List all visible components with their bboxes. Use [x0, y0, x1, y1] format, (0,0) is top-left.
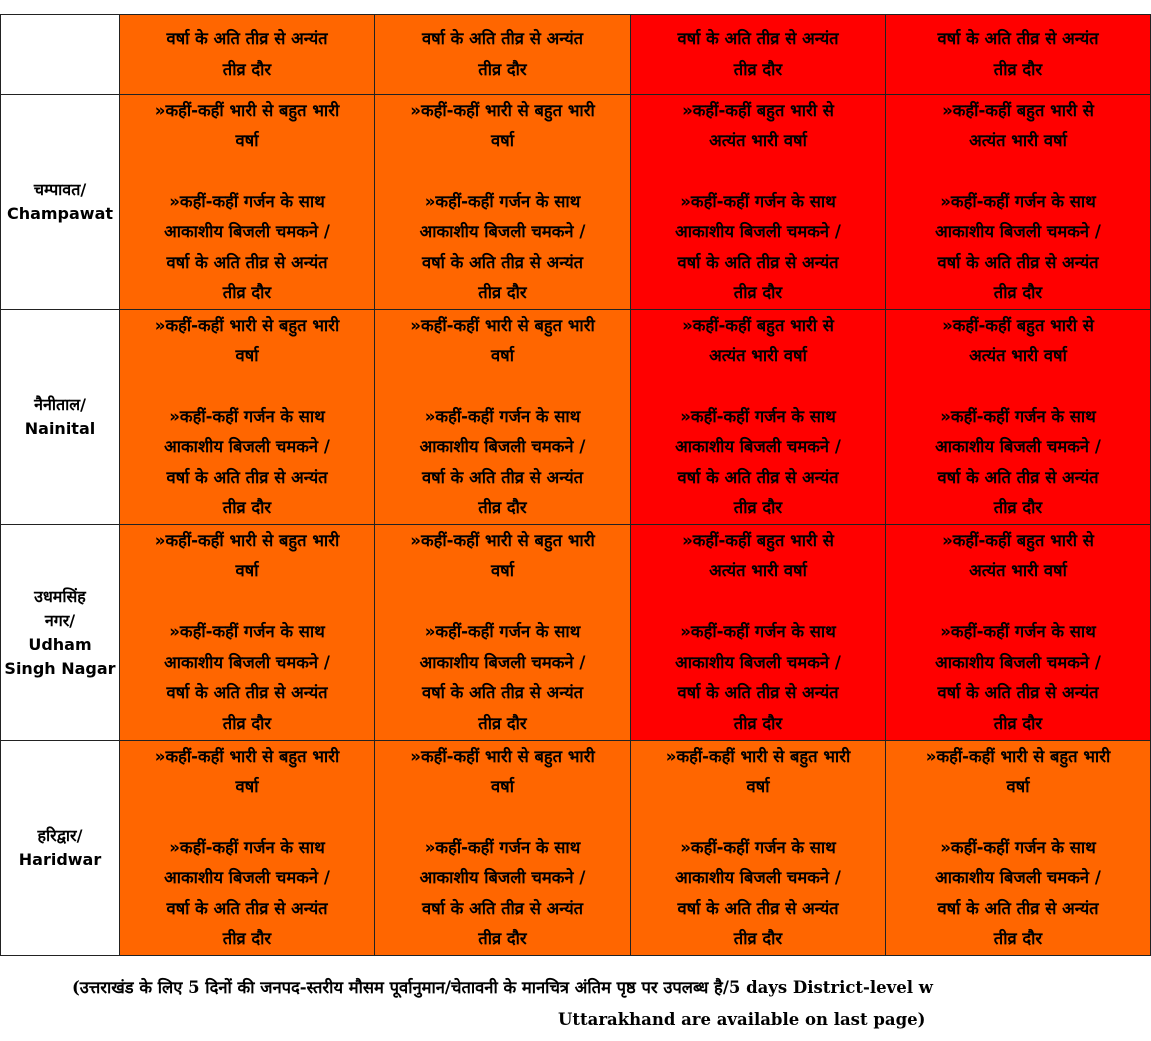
warning-text-line: वर्षा के अति तीव्र से अन्यंत [677, 252, 839, 272]
warning-text-line: तीव्र दौर [993, 283, 1043, 302]
warning-text-line: आकाशीय बिजली चमकने / [419, 652, 586, 672]
district-name-cell [1, 95, 120, 310]
district-name-line: नगर/ [44, 610, 76, 630]
warning-text-line: आकाशीय बिजली चमकने / [935, 868, 1101, 888]
warning-cell-orange [375, 15, 631, 95]
warning-text-line: तीव्र दौर [478, 713, 527, 733]
warning-text-line: वर्षा [235, 776, 259, 796]
warning-cell-orange [886, 741, 1151, 956]
warning-text-line: वर्षा के अति तीव्र से अन्यंत [166, 252, 328, 272]
warning-text-line: »कहीं-कहीं गर्जन के साथ [424, 837, 581, 857]
warning-text-line: »कहीं-कहीं बहुत भारी से [942, 531, 1094, 551]
warning-cell-orange [120, 741, 375, 956]
warning-cell-red [631, 525, 886, 741]
paragraph-gap [122, 587, 372, 617]
footer-line-2: Uttarakhand are available on last page) [558, 1010, 926, 1029]
warning-text-line: वर्षा के अति तीव्र से अन्यंत [166, 683, 328, 703]
warning-text-line: तीव्र दौर [733, 498, 783, 517]
warning-text-line: »कहीं-कहीं बहुत भारी से [682, 531, 834, 551]
warning-text-line: तीव्र दौर [222, 498, 272, 517]
district-name-line: चम्पावत/ [33, 180, 87, 199]
table-row [1, 15, 1151, 95]
district-name-line: नैनीताल/ [34, 395, 86, 414]
district-name-cell [1, 310, 120, 525]
warning-text-line: तीव्र दौर [733, 929, 783, 948]
warning-text-line: वर्षा के अति तीव्र से अन्यंत [166, 467, 328, 487]
warning-text-line: »कहीं-कहीं भारी से बहुत भारी [410, 746, 595, 766]
warning-text-line: आकाशीय बिजली चमकने / [419, 222, 586, 242]
warning-cell-red [631, 15, 886, 95]
warning-text-line: तीव्र दौर [733, 59, 783, 79]
paragraph-gap [378, 802, 628, 832]
warning-text-line: »कहीं-कहीं भारी से बहुत भारी [410, 531, 595, 551]
warning-text-line: आकाशीय बिजली चमकने / [675, 868, 841, 888]
warning-cell-orange [375, 525, 631, 741]
warning-text-line: अत्यंत भारी वर्षा [709, 345, 807, 365]
warning-text-line: तीव्र दौर [993, 498, 1043, 517]
warning-text-line: आकाशीय बिजली चमकने / [419, 437, 586, 457]
warning-text-line: अत्यंत भारी वर्षा [969, 345, 1067, 365]
warning-text-line: »कहीं-कहीं बहुत भारी से [942, 315, 1094, 335]
warning-text-line: »कहीं-कहीं गर्जन के साथ [169, 406, 325, 426]
warning-text-line: »कहीं-कहीं बहुत भारी से [942, 100, 1094, 120]
warning-text-line: आकाशीय बिजली चमकने / [164, 868, 330, 888]
warning-text-line: »कहीं-कहीं गर्जन के साथ [680, 622, 836, 642]
warning-text-line: आकाशीय बिजली चमकने / [675, 222, 841, 242]
paragraph-gap [893, 156, 1143, 186]
district-name-line: उधमसिंह [34, 586, 86, 606]
warning-text-line: »कहीं-कहीं गर्जन के साथ [680, 406, 836, 426]
warning-text-line: अत्यंत भारी वर्षा [969, 561, 1067, 581]
warning-text-line: आकाशीय बिजली चमकने / [675, 652, 841, 672]
warning-cell-orange [375, 310, 631, 525]
warning-text-line: तीव्र दौर [993, 929, 1043, 948]
warning-cell-red [886, 15, 1151, 95]
warning-text-line: »कहीं-कहीं भारी से बहुत भारी [154, 100, 340, 120]
warning-text-line: आकाशीय बिजली चमकने / [419, 868, 586, 888]
paragraph-gap [893, 802, 1143, 832]
warning-text-line: वर्षा के अति तीव्र से अन्यंत [421, 467, 584, 487]
warning-cell-orange [631, 741, 886, 956]
warning-text-line: वर्षा [491, 561, 514, 581]
warning-text-line: तीव्र दौर [222, 59, 272, 79]
warning-text-line: अत्यंत भारी वर्षा [709, 561, 807, 581]
warning-text-line: आकाशीय बिजली चमकने / [935, 222, 1101, 242]
warning-text-line: »कहीं-कहीं भारी से बहुत भारी [154, 531, 340, 551]
table-body [1, 15, 1151, 956]
paragraph-gap [122, 802, 372, 832]
warning-text-line: तीव्र दौर [478, 929, 527, 948]
table-row [1, 310, 1151, 525]
warning-text-line: तीव्र दौर [478, 498, 527, 517]
paragraph-gap [378, 587, 628, 617]
table-row [1, 95, 1151, 310]
paragraph-gap [378, 371, 628, 401]
warning-cell-orange [120, 95, 375, 310]
warning-text-line: वर्षा के अति तीव्र से अन्यंत [937, 683, 1099, 703]
warning-text-line: तीव्र दौर [222, 283, 272, 302]
warning-text-line: वर्षा के अति तीव्र से अन्यंत [937, 898, 1099, 918]
warning-text-line: वर्षा के अति तीव्र से अन्यंत [677, 29, 839, 49]
table-row [1, 525, 1151, 741]
district-name-cell [1, 741, 120, 956]
warning-text-line: आकाशीय बिजली चमकने / [164, 652, 330, 672]
warning-cell-red [886, 525, 1151, 741]
warning-text-line: वर्षा के अति तीव्र से अन्यंत [166, 898, 328, 918]
paragraph-gap [633, 802, 883, 832]
paragraph-gap [633, 587, 883, 617]
warning-text-line: वर्षा [746, 776, 770, 796]
warning-text-line: »कहीं-कहीं भारी से बहुत भारी [665, 746, 851, 766]
warning-text-line: वर्षा के अति तीव्र से अन्यंत [421, 683, 584, 703]
warning-text-line: »कहीं-कहीं गर्जन के साथ [169, 837, 325, 857]
warning-text-line: तीव्र दौर [733, 283, 783, 302]
warning-text-line: वर्षा के अति तीव्र से अन्यंत [166, 29, 328, 49]
warning-cell-orange [120, 15, 375, 95]
warning-cell-orange [120, 525, 375, 741]
warning-text-line: »कहीं-कहीं गर्जन के साथ [940, 837, 1096, 857]
warning-cell-orange [120, 310, 375, 525]
warning-text-line: »कहीं-कहीं गर्जन के साथ [680, 837, 836, 857]
warning-text-line: »कहीं-कहीं भारी से बहुत भारी [154, 315, 340, 335]
warning-text-line: आकाशीय बिजली चमकने / [935, 437, 1101, 457]
district-name-line: Singh Nagar [4, 658, 116, 678]
warning-text-line: वर्षा के अति तीव्र से अन्यंत [937, 467, 1099, 487]
footer-line-1: (उत्तराखंड के लिए 5 दिनों की जनपद-स्तरीय मौसम पूर्वानुमान/चेतावनी के मानचित्र अंतिम पृष्ठ पर उपलब्ध है/5 days District-level w [72, 978, 933, 997]
warning-text-line: »कहीं-कहीं गर्जन के साथ [940, 191, 1096, 211]
warning-text-line: वर्षा [491, 345, 514, 365]
warning-text-line: वर्षा [1006, 776, 1030, 796]
warning-text-line: आकाशीय बिजली चमकने / [164, 222, 330, 242]
warning-text-line: वर्षा के अति तीव्र से अन्यंत [421, 29, 584, 49]
warning-text-line: वर्षा [235, 561, 259, 581]
warning-text-line: तीव्र दौर [478, 59, 527, 79]
warning-text-line: तीव्र दौर [993, 713, 1043, 733]
warning-text-line: वर्षा के अति तीव्र से अन्यंत [937, 252, 1099, 272]
warning-text-line: वर्षा के अति तीव्र से अन्यंत [677, 898, 839, 918]
paragraph-gap [893, 371, 1143, 401]
district-name-line: Haridwar [18, 850, 102, 869]
district-name-cell [1, 525, 120, 741]
warning-text-line: »कहीं-कहीं भारी से बहुत भारी [154, 746, 340, 766]
paragraph-gap [893, 587, 1143, 617]
warning-text-line: वर्षा के अति तीव्र से अन्यंत [937, 29, 1099, 49]
warning-text-line: तीव्र दौर [478, 283, 527, 302]
warning-text-line: तीव्र दौर [993, 59, 1043, 79]
warning-text-line: तीव्र दौर [733, 713, 783, 733]
warning-text-line: »कहीं-कहीं गर्जन के साथ [424, 191, 581, 211]
warning-text-line: अत्यंत भारी वर्षा [709, 130, 807, 150]
warning-cell-red [886, 95, 1151, 310]
table-row [1, 741, 1151, 956]
warning-text-line: »कहीं-कहीं भारी से बहुत भारी [410, 100, 595, 120]
paragraph-gap [122, 371, 372, 401]
paragraph-gap [378, 156, 628, 186]
warning-text-line: वर्षा [235, 130, 259, 150]
warning-text-line: »कहीं-कहीं गर्जन के साथ [169, 622, 325, 642]
warning-cell-red [631, 95, 886, 310]
warning-text-line: आकाशीय बिजली चमकने / [935, 652, 1101, 672]
warning-cell-orange [375, 741, 631, 956]
district-name-line: Champawat [6, 204, 114, 223]
warning-text-line: वर्षा के अति तीव्र से अन्यंत [677, 467, 839, 487]
warning-text-line: »कहीं-कहीं गर्जन के साथ [424, 406, 581, 426]
warning-text-line: »कहीं-कहीं बहुत भारी से [682, 100, 834, 120]
warning-text-line: »कहीं-कहीं भारी से बहुत भारी [410, 315, 595, 335]
warning-text-line: »कहीं-कहीं गर्जन के साथ [940, 622, 1096, 642]
warning-cell-red [886, 310, 1151, 525]
warning-text-line: »कहीं-कहीं गर्जन के साथ [940, 406, 1096, 426]
warning-text-line: वर्षा [491, 130, 514, 150]
district-name-line: Nainital [24, 419, 96, 438]
warning-text-line: आकाशीय बिजली चमकने / [675, 437, 841, 457]
warning-text-line: »कहीं-कहीं गर्जन के साथ [169, 191, 325, 211]
warning-text-line: »कहीं-कहीं भारी से बहुत भारी [925, 746, 1111, 766]
warning-cell-orange [375, 95, 631, 310]
warning-text-line: आकाशीय बिजली चमकने / [164, 437, 330, 457]
warning-cell-red [631, 310, 886, 525]
district-name-line: Udham [28, 634, 92, 654]
warning-text-line: »कहीं-कहीं बहुत भारी से [682, 315, 834, 335]
warning-text-line: वर्षा [235, 345, 259, 365]
warning-text-line: अत्यंत भारी वर्षा [969, 130, 1067, 150]
paragraph-gap [122, 156, 372, 186]
warning-text-line: »कहीं-कहीं गर्जन के साथ [680, 191, 836, 211]
paragraph-gap [633, 156, 883, 186]
warning-text-line: वर्षा [491, 776, 514, 796]
paragraph-gap [633, 371, 883, 401]
warning-text-line: तीव्र दौर [222, 929, 272, 948]
district-warning-table [0, 14, 1151, 956]
warning-text-line: वर्षा के अति तीव्र से अन्यंत [677, 683, 839, 703]
district-name-line: हरिद्वार/ [37, 826, 83, 845]
warning-text-line: वर्षा के अति तीव्र से अन्यंत [421, 898, 584, 918]
warning-text-line: वर्षा के अति तीव्र से अन्यंत [421, 252, 584, 272]
warning-text-line: »कहीं-कहीं गर्जन के साथ [424, 622, 581, 642]
district-name-cell [1, 15, 120, 95]
warning-text-line: तीव्र दौर [222, 713, 272, 733]
